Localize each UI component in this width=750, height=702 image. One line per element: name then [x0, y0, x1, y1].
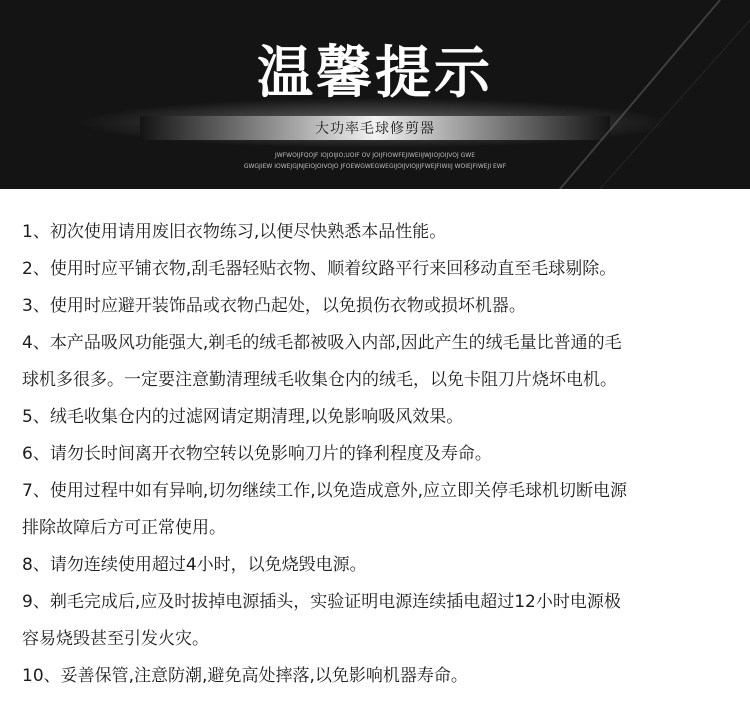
notice-item-continued: 容易烧毁甚至引发火灾。	[22, 629, 209, 649]
header-banner	[0, 0, 750, 189]
notice-item: 2、使用时应平铺衣物,刮毛器轻贴衣物、顺着纹路平行来回移动直至毛球剔除。	[22, 259, 617, 279]
notice-list	[22, 214, 734, 695]
notice-item: 7、使用过程中如有异响,切勿继续工作,以免造成意外,应立即关停毛球机切断电源	[22, 481, 628, 501]
notice-item-continued: 球机多很多。一定要注意勤清理绒毛收集仓内的绒毛，以免卡阻刀片烧坏电机。	[22, 370, 617, 390]
notice-item-continued: 排除故障后方可正常使用。	[22, 518, 226, 538]
notice-item: 10、妥善保管,注意防潮,避免高处摔落,以免影响机器寿命。	[22, 666, 468, 686]
notice-item: 8、请勿连续使用超过4小时，以免烧毁电源。	[22, 555, 367, 575]
header-fine-print: GWGJIEW IOWEJGJNJEIOJOIVOJO JFOEWGWEGWEGIJOIJVIOJIJFWEJFIWIIJ WOIEJFIWEJI EWF	[243, 163, 507, 170]
notice-item: 3、使用时应避开装饰品或衣物凸起处，以免损伤衣物或损坏机器。	[22, 296, 526, 316]
page-title: 温馨提示	[257, 41, 493, 106]
notice-item: 5、绒毛收集仓内的过滤网请定期清理,以免影响吸风效果。	[22, 407, 464, 427]
header-fine-print: JWFWOIJFQOJF IOJOIJIO;UOIF OV JOIJFIOWFEJIWEIIJWJIOJOIJVOJ GWE	[275, 152, 475, 159]
notice-item: 9、剃毛完成后,应及时拔掉电源插头，实验证明电源连续插电超过12小时电源极	[22, 592, 621, 612]
notice-item: 4、本产品吸风功能强大,剃毛的绒毛都被吸入内部,因此产生的绒毛量比普通的毛	[22, 333, 622, 353]
notice-item: 1、初次使用请用废旧衣物练习,以便尽快熟悉本品性能。	[22, 222, 447, 242]
page-subtitle: 大功率毛球修剪器	[315, 121, 435, 137]
notice-item: 6、请勿长时间离开衣物空转以免影响刀片的锋利程度及寿命。	[22, 444, 492, 464]
